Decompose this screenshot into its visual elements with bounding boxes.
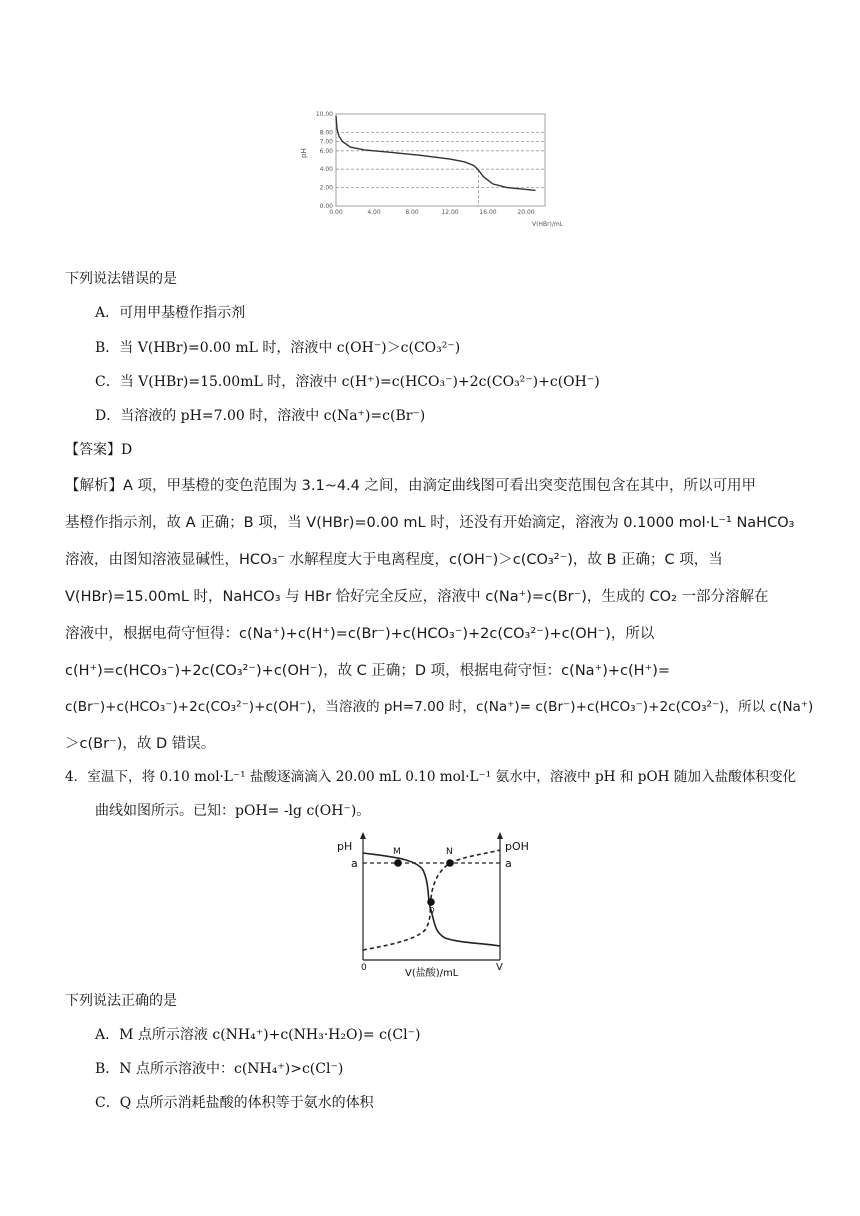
titration-chart: [300, 108, 564, 228]
x-tick-label: 0.00: [329, 209, 343, 216]
analysis-line: ＞c(Br⁻)，故 D 错误。: [65, 736, 216, 752]
x-axis-label: V(HBr)/mL: [532, 221, 564, 228]
option-letter: C．: [95, 374, 120, 390]
analysis-line: 溶液中，根据电荷守恒得：c(Na⁺)+c(H⁺)=c(Br⁻)+c(HCO₃⁻)+2c(CO₃²⁻)+c(OH⁻)，所以: [65, 626, 655, 642]
point-n: [446, 859, 454, 867]
y-tick-label: 10.00: [315, 111, 333, 118]
left-axis-arrow-icon: [360, 832, 366, 839]
analysis-line: V(HBr)=15.00mL 时，NaHCO₃ 与 HBr 恰好完全反应，溶液中 c(Na⁺)=c(Br⁻)，生成的 CO₂ 一部分溶解在: [65, 589, 769, 605]
y-axis-label: pH: [300, 148, 308, 158]
q3-answer: 【答案】D: [65, 442, 133, 458]
label-n: N: [446, 847, 453, 857]
option-text: 当 V(HBr)=15.00mL 时，溶液中 c(H⁺)=c(HCO₃⁻)+2c(CO₃²⁻)+c(OH⁻): [119, 374, 600, 390]
ph-curve: [336, 116, 536, 191]
x-tick-label: 16.00: [479, 209, 497, 216]
point-m: [394, 859, 402, 867]
x-tick-0: 0: [361, 963, 367, 973]
y-left-label: pH: [337, 840, 353, 853]
analysis-line: c(Br⁻)+c(HCO₃⁻)+2c(CO₃²⁻)+c(OH⁻)，当溶液的 pH=7.00 时，c(Na⁺)= c(Br⁻)+c(HCO₃⁻)+2c(CO₃²⁻)，所以 c(Na⁺): [65, 699, 814, 715]
y-tick-label: 8.00: [319, 129, 333, 137]
q3-option-b: [95, 338, 460, 358]
option-text: 可用甲基橙作指示剂: [119, 305, 246, 321]
y-tick-label: 7.00: [319, 138, 333, 146]
x-tick-label: 4.00: [367, 209, 381, 216]
q3-option-d: [95, 406, 425, 426]
q4-option-c: [95, 1093, 374, 1113]
q3-stem: 下列说法错误的是: [65, 271, 177, 287]
right-axis-arrow-icon: [497, 832, 503, 839]
label-q: Q: [429, 906, 435, 914]
x-axis-label: V(盐酸)/mL: [405, 968, 459, 979]
option-letter: C．: [95, 1095, 120, 1111]
point-q: [427, 898, 435, 906]
analysis-line: 溶液，由图知溶液显碱性，HCO₃⁻ 水解程度大于电离程度，c(OH⁻)＞c(CO₃²⁻)，故 B 正确；C 项，当: [65, 552, 723, 568]
y-tick-label: 2.00: [319, 184, 333, 192]
level-a-left: a: [351, 857, 358, 870]
x-tick-label: 20.00: [517, 209, 535, 216]
q3-option-a: [95, 303, 245, 323]
option-text: N 点所示溶液中：c(NH₄⁺)>c(Cl⁻): [119, 1061, 344, 1077]
analysis-line: 基橙作指示剂，故 A 正确；B 项，当 V(HBr)=0.00 mL 时，还没有开始滴定，溶液为 0.1000 mol·L⁻¹ NaHCO₃: [65, 515, 795, 531]
option-letter: B．: [95, 340, 120, 356]
x-tick-label: 12.00: [441, 209, 459, 216]
ph-poh-chart: [335, 830, 529, 982]
q4-question: 下列说法正确的是: [65, 993, 177, 1009]
option-text: 当溶液的 pH=7.00 时，溶液中 c(Na⁺)=c(Br⁻): [120, 408, 426, 424]
plot-frame: [336, 114, 545, 206]
level-a-right: a: [505, 857, 512, 870]
q4-stem-cont: 曲线如图所示。已知：pOH= -lg c(OH⁻)。: [95, 803, 371, 819]
q3-option-c: [95, 372, 600, 392]
option-letter: A．: [95, 305, 120, 321]
q4-option-a: [95, 1025, 420, 1045]
option-letter: A．: [95, 1027, 120, 1043]
label-m: M: [393, 847, 401, 857]
option-text: Q 点所示消耗盐酸的体积等于氨水的体积: [119, 1095, 374, 1111]
q4-stem: 4．室温下，将 0.10 mol·L⁻¹ 盐酸逐滴滴入 20.00 mL 0.10 mol·L⁻¹ 氨水中，溶液中 pH 和 pOH 随加入盐酸体积变化: [65, 769, 797, 785]
q4-option-b: [95, 1059, 343, 1079]
analysis-line: 【解析】A 项，甲基橙的变色范围为 3.1~4.4 之间，由滴定曲线图可看出突变范围包含在其中，所以可用甲: [65, 478, 757, 494]
option-letter: B．: [95, 1061, 120, 1077]
y-tick-label: 6.00: [319, 147, 333, 155]
y-tick-label: 4.00: [319, 166, 333, 174]
option-letter: D．: [95, 408, 121, 424]
x-tick-v: V: [496, 962, 503, 973]
y-tick-label: 0.00: [319, 203, 333, 210]
option-text: M 点所示溶液 c(NH₄⁺)+c(NH₃·H₂O)= c(Cl⁻): [119, 1027, 421, 1043]
analysis-line: c(H⁺)=c(HCO₃⁻)+2c(CO₃²⁻)+c(OH⁻)，故 C 正确；D 项，根据电荷守恒：c(Na⁺)+c(H⁺)=: [65, 663, 670, 679]
y-right-label: pOH: [505, 840, 529, 853]
x-tick-label: 8.00: [405, 209, 419, 216]
option-text: 当 V(HBr)=0.00 mL 时，溶液中 c(OH⁻)＞c(CO₃²⁻): [119, 340, 461, 356]
